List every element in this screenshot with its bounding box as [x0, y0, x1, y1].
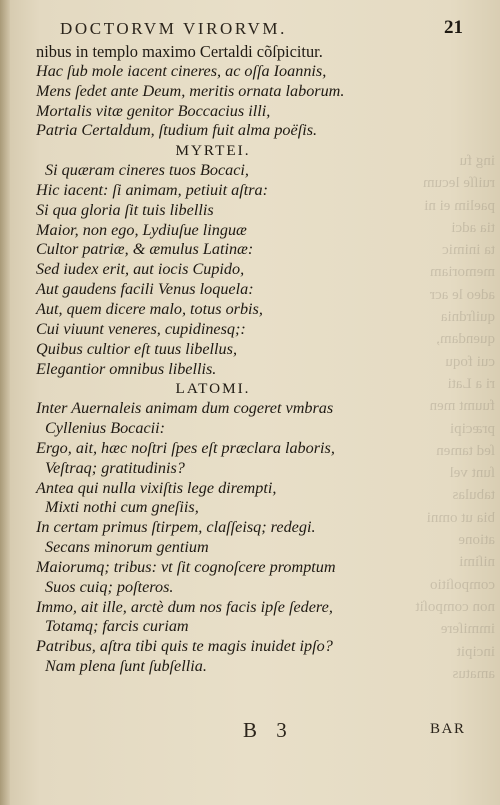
text-line: Mortalis vitæ genitor Boccacius illi,	[36, 101, 271, 120]
show-through-line: ing fu	[459, 153, 495, 169]
show-through-line: incipit	[456, 643, 495, 660]
show-through-line: niſimi	[459, 554, 495, 571]
show-through-line: tabulas	[452, 487, 495, 504]
text-line: Ergo, ait, hæc noſtri ſpes eſt præclara laboris,	[36, 438, 335, 457]
text-line: nibus in templo maximo Certaldi cõſpicitur.	[36, 42, 323, 61]
show-through-line: compoſitio	[430, 576, 495, 593]
show-through-line: bia ut omni	[426, 509, 495, 526]
page-number: 21	[444, 17, 463, 38]
show-through-line: ta inimic	[442, 242, 495, 259]
text-line: Secans minorum gentium	[45, 538, 209, 557]
running-head: DOCTORVM VIRORVM.	[60, 19, 287, 38]
show-through-line: paelim ei ni	[424, 197, 495, 214]
text-line: Nam plena ſunt ſubſellia.	[45, 657, 207, 676]
text-line: Cui viuunt veneres, cupidinesq;:	[36, 319, 246, 338]
text-line: Patria Certaldum, ſtudium fuit alma poëſis.	[36, 121, 318, 140]
text-line: Sed iudex erit, aut iocis Cupido,	[36, 260, 245, 279]
section-heading: LATOMI.	[175, 380, 251, 398]
show-through-line: ruiſſe lecum	[422, 175, 495, 192]
text-line: Suos cuiq; poſteros.	[45, 577, 174, 596]
show-through-line: amatus	[452, 665, 495, 682]
show-through-line: non compoſit	[415, 598, 495, 615]
signature-mark: B 3	[243, 718, 294, 742]
show-through-line: ri a Lati	[447, 375, 495, 392]
text-line: Maior, non ego, Lydiuſue linguæ	[36, 220, 247, 239]
text-line: Totamq; farcis curiam	[45, 617, 189, 636]
show-through-line: fuumt men	[429, 398, 495, 415]
text-line: Aut, quem dicere malo, totus orbis,	[36, 299, 263, 318]
text-line: Inter Auernaleis animam dum cogeret vmbras	[36, 399, 334, 418]
text-line: Veſtraq; gratitudinis?	[45, 458, 185, 477]
text-line: Mixti nothi cum gneſiis,	[45, 498, 199, 517]
text-line: Antea qui nulla vixiſtis lege dirempti,	[36, 478, 277, 497]
show-through-line: ſed tamen	[436, 442, 495, 459]
show-through-line: adeo le acr	[430, 286, 495, 303]
text-line: Patribus, aſtra tibi quis te magis inuidet ipſo?	[36, 637, 333, 656]
text-line: Immo, ait ille, arctè dum nos facis ipſe ſedere,	[36, 597, 333, 616]
show-through-line: immiſere	[440, 621, 495, 638]
text-line: In certam primus ſtirpem, claſſeisq; redegi.	[36, 518, 316, 537]
show-through-line: ſunt vel	[449, 465, 495, 482]
show-through-line: atione	[458, 532, 495, 549]
section-heading: MYRTEI.	[175, 142, 251, 160]
catchword: BAR	[430, 721, 466, 737]
text-line: Maiorumq; tribus: vt ſit cognoſcere promptum	[36, 557, 336, 576]
text-line: Elegantior omnibus libellis.	[36, 359, 217, 378]
text-line: Hic iacent: ſi animam, petiuit aſtra:	[36, 180, 268, 199]
show-through-line: quendam,	[436, 331, 495, 348]
text-line: Quibus cultior eſt tuus libellus,	[36, 339, 237, 358]
show-through-line: tia adci	[451, 219, 495, 236]
page-gutter-shadow	[0, 0, 10, 805]
text-line: Cyllenius Bocacii:	[45, 419, 166, 438]
show-through-line: præcipi	[450, 420, 495, 437]
text-line: Si quæram cineres tuos Bocaci,	[45, 161, 249, 180]
show-through-line: memoriam	[430, 264, 495, 281]
text-line: Aut gaudens facili Venus loquela:	[36, 280, 254, 299]
poem-text-block	[36, 42, 396, 677]
text-line: Mens ſedet ante Deum, meritis ornata laborum.	[36, 81, 345, 100]
show-through-line: cui foqu	[445, 353, 495, 370]
text-line: Cultor patriæ, & æmulus Latinæ:	[36, 240, 254, 259]
show-through-line: quiſrdnia	[440, 309, 495, 326]
text-line: Hac ſub mole iacent cineres, ac oſſa Ioannis,	[36, 61, 327, 80]
text-line: Si qua gloria ſit tuis libellis	[36, 200, 214, 219]
